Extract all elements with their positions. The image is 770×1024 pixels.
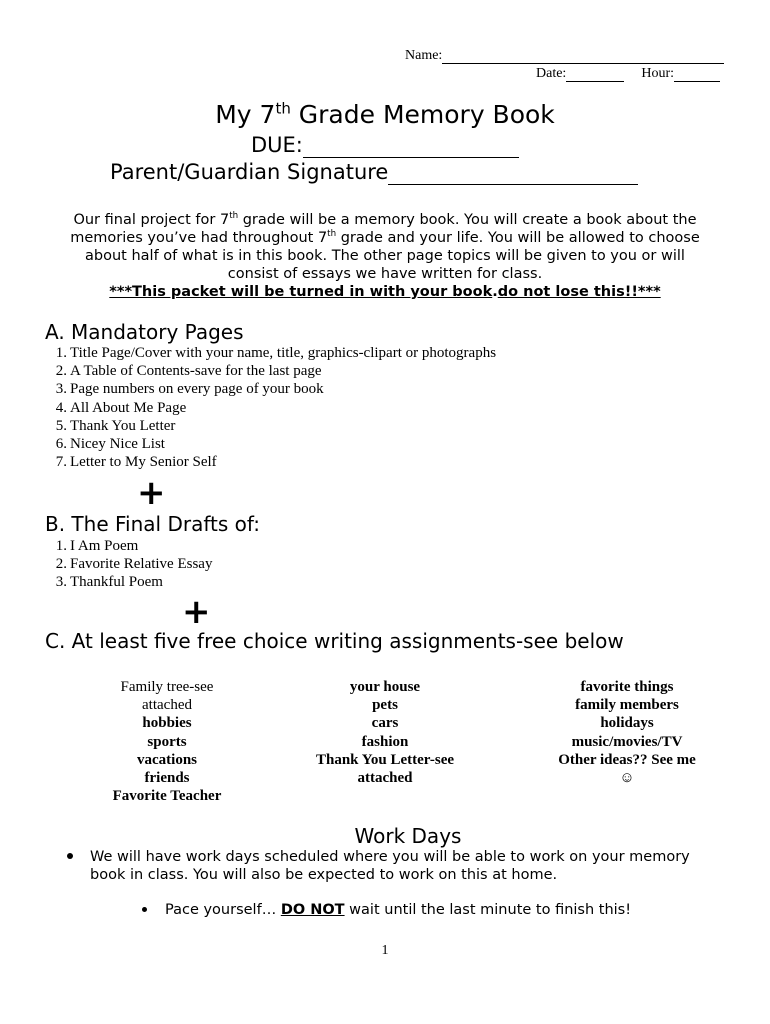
due-label: DUE: <box>251 133 303 157</box>
hour-label: Hour: <box>641 66 674 81</box>
mandatory-pages-list <box>45 344 496 471</box>
list-text: I Am Poem <box>70 538 139 554</box>
plus-icon: + <box>137 473 166 513</box>
list-text: Nicey Nice List <box>70 436 165 453</box>
choice-item: pets <box>372 697 398 714</box>
list-text: Thank You Letter <box>70 417 176 434</box>
list-text: Letter to My Senior Self <box>70 454 217 471</box>
list-number: 1. <box>55 345 67 361</box>
page-title: My 7th Grade Memory Book <box>215 99 555 129</box>
list-item <box>45 573 212 591</box>
name-line <box>405 48 724 64</box>
date-hour-line <box>536 66 720 82</box>
list-number: 6. <box>55 436 67 453</box>
bullet-icon <box>67 853 73 859</box>
list-number: 2. <box>55 363 67 380</box>
date-label: Date: <box>536 66 567 81</box>
signature-label: Parent/Guardian Signature <box>110 160 389 184</box>
list-number: 1. <box>55 538 67 554</box>
choice-column-2 <box>285 678 485 787</box>
choice-item: ☺ <box>619 770 635 787</box>
list-number: 4. <box>55 399 67 416</box>
choice-item: hobbies <box>142 715 192 732</box>
list-number: 7. <box>55 454 67 471</box>
plus-icon: + <box>182 592 211 632</box>
warning-text: ***This packet will be turned in with your book.do not lose this!!*** <box>109 284 661 300</box>
signature-line <box>110 159 638 185</box>
list-item <box>45 344 496 362</box>
due-field[interactable] <box>303 135 519 158</box>
work-days-bullet-2: Pace yourself… DO NOT wait until the last minute to finish this! <box>142 901 631 919</box>
choice-item: sports <box>147 733 187 750</box>
list-item <box>45 399 496 417</box>
choice-item: attached <box>357 770 413 787</box>
choice-item: holidays <box>600 715 654 732</box>
name-field[interactable] <box>442 49 724 64</box>
list-text: Thankful Poem <box>70 574 163 591</box>
section-c-heading: C. At least five free choice writing assignments-see below <box>45 629 624 653</box>
list-text: A Table of Contents-save for the last page <box>70 363 322 380</box>
list-item <box>45 380 496 398</box>
choice-item: Other ideas?? See me <box>558 751 696 768</box>
section-b-heading: B. The Final Drafts of: <box>45 512 260 536</box>
list-item <box>45 362 496 380</box>
bullet-icon <box>142 907 147 912</box>
choice-item: vacations <box>137 751 197 768</box>
list-text: Title Page/Cover with your name, title, graphics-clipart or photographs <box>70 345 497 361</box>
name-label: Name: <box>405 48 443 63</box>
choice-item: music/movies/TV <box>571 733 683 750</box>
work-days-heading: Work Days <box>354 824 462 848</box>
list-number: 3. <box>55 574 67 591</box>
list-item <box>45 555 212 573</box>
final-drafts-list <box>45 537 212 592</box>
signature-field[interactable] <box>388 162 638 185</box>
list-text: All About Me Page <box>70 399 187 416</box>
choice-item: your house <box>349 679 421 695</box>
section-a-heading: A. Mandatory Pages <box>45 320 244 344</box>
list-text: Page numbers on every page of your book <box>70 381 324 398</box>
list-number: 3. <box>55 381 67 398</box>
choice-item: fashion <box>361 733 409 750</box>
intro-paragraph: Our final project for 7th grade will be a memory book. You will create a book about the memories you’ve had throughout 7th grade and your life. You will be allowed to choose about half of what is in this book. The other page topics will be given to you or will consist of essays we have written for class. ***This packet will be turned in with your book.do not lose this!!*** <box>0 211 770 301</box>
choice-item: favorite things <box>580 679 674 695</box>
list-item <box>45 417 496 435</box>
date-field[interactable] <box>566 67 624 82</box>
choice-item: Family tree-see <box>120 679 214 695</box>
list-item <box>45 537 212 555</box>
choice-column-3 <box>527 678 727 787</box>
list-item <box>45 453 496 471</box>
list-number: 5. <box>55 417 67 434</box>
due-line <box>251 132 519 158</box>
page-number: 1 <box>381 943 389 958</box>
choice-item: friends <box>144 770 190 787</box>
choice-item: attached <box>142 697 192 714</box>
list-item <box>45 435 496 453</box>
choice-item: Favorite Teacher <box>112 788 222 805</box>
choice-item: Thank You Letter-see <box>315 751 455 768</box>
work-days-bullet-1: We will have work days scheduled where you will be able to work on your memory book in class. You will also be expected to work on this at home. <box>65 848 690 884</box>
choice-column-1 <box>85 678 249 805</box>
hour-field[interactable] <box>674 67 720 82</box>
list-text: Favorite Relative Essay <box>70 556 213 573</box>
list-number: 2. <box>55 556 67 573</box>
choice-item: cars <box>371 715 399 732</box>
choice-item: family members <box>575 697 679 714</box>
